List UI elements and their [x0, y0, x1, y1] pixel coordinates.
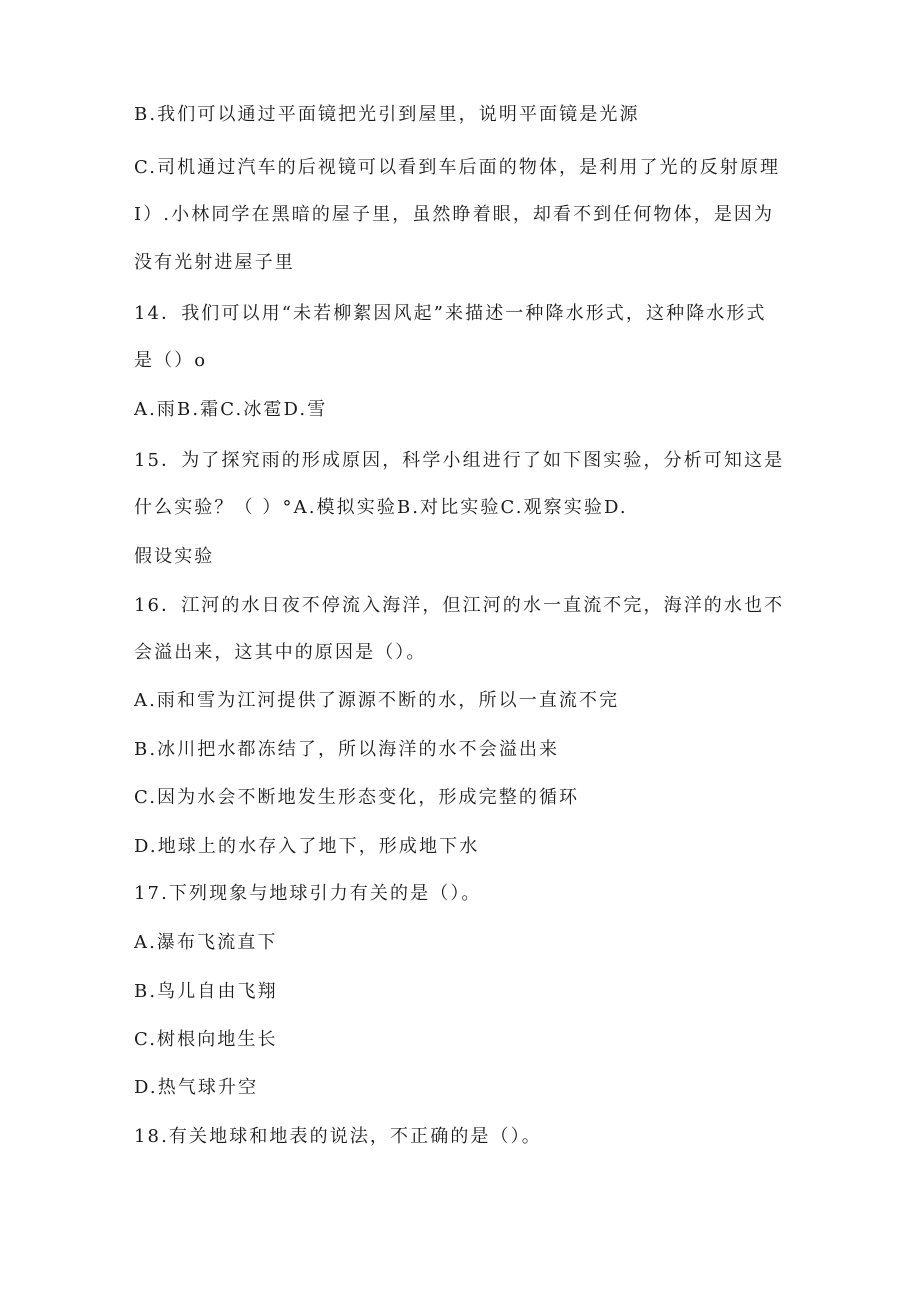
option-17a: A.瀑布飞流直下 — [134, 932, 278, 953]
option-17d: D.热气球升空 — [134, 1077, 259, 1098]
question-15-line1: 15．为了探究雨的形成原因，科学小组进行了如下图实验，分析可知这是 — [134, 450, 785, 471]
option-13d-line1: I）.小林同学在黑暗的屋子里，虽然睁着眼，却看不到任何物体，是因为 — [134, 204, 775, 225]
question-16-line1: 16．江河的水日夜不停流入海洋，但江河的水一直流不完，海洋的水也不 — [134, 595, 785, 616]
question-16-line2: 会溢出来，这其中的原因是（）。 — [134, 642, 427, 663]
question-15-line2: 什么实验？（ ）°A.模拟实验B.对比实验C.观察实验D. — [134, 497, 628, 518]
question-15-line3: 假设实验 — [134, 546, 215, 567]
option-16a: A.雨和雪为江河提供了源源不断的水，所以一直流不完 — [134, 690, 620, 711]
option-16c: C.因为水会不断地发生形态变化，形成完整的循环 — [134, 787, 580, 808]
question-14-options: A.雨B.霜C.冰雹D.雪 — [134, 399, 328, 420]
option-13d-line2: 没有光射进屋子里 — [134, 252, 295, 273]
option-13b: B.我们可以通过平面镜把光引到屋里，说明平面镜是光源 — [134, 104, 640, 125]
option-13c: C.司机通过汽车的后视镜可以看到车后面的物体，是利用了光的反射原理 — [134, 157, 781, 178]
question-14-line1: 14．我们可以用“未若柳絮因风起”来描述一种降水形式，这种降水形式 — [134, 303, 767, 324]
option-16d: D.地球上的水存入了地下，形成地下水 — [134, 836, 480, 857]
question-17: 17.下列现象与地球引力有关的是（）。 — [134, 883, 482, 904]
question-18: 18.有关地球和地表的说法，不正确的是（）。 — [134, 1126, 542, 1147]
option-17c: C.树根向地生长 — [134, 1029, 278, 1050]
option-17b: B.鸟儿自由飞翔 — [134, 981, 278, 1002]
question-14-line2: 是（）o — [134, 350, 208, 371]
option-16b: B.冰川把水都冻结了，所以海洋的水不会溢出来 — [134, 739, 560, 760]
